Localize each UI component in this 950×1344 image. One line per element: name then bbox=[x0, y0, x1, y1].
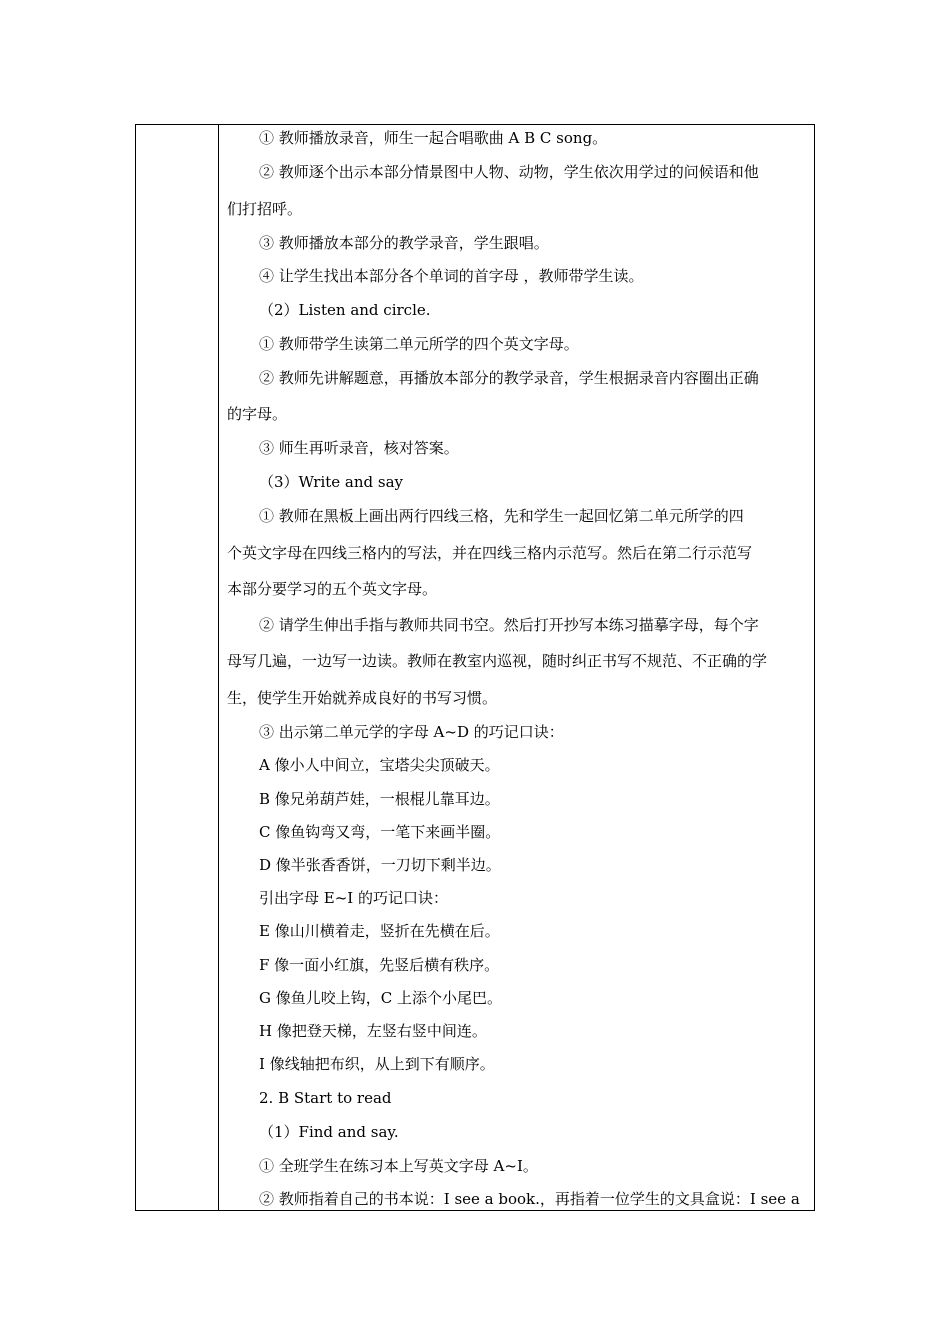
text-line: （2）Listen and circle. bbox=[259, 301, 431, 319]
text-line: ② 教师逐个出示本部分情景图中人物、动物，学生依次用学过的问候语和他 bbox=[259, 163, 759, 181]
text-line: 生，使学生开始就养成良好的书写习惯。 bbox=[227, 689, 498, 707]
text-line: C 像鱼钩弯又弯，一笔下来画半圈。 bbox=[259, 823, 501, 841]
text-line: ① 教师带学生读第二单元所学的四个英文字母。 bbox=[259, 335, 579, 353]
text-line: D 像半张香香饼，一刀切下剩半边。 bbox=[259, 856, 501, 874]
text-line: ② 请学生伸出手指与教师共同书空。然后打开抄写本练习描摹字母，每个字 bbox=[259, 616, 759, 634]
text-line: I 像线轴把布织，从上到下有顺序。 bbox=[259, 1055, 495, 1073]
text-line: ③ 教师播放本部分的教学录音，学生跟唱。 bbox=[259, 234, 549, 252]
text-line: G 像鱼儿咬上钩，C 上添个小尾巴。 bbox=[259, 989, 502, 1007]
text-line: ① 教师播放录音，师生一起合唱歌曲 A B C song。 bbox=[259, 129, 608, 147]
text-line: B 像兄弟葫芦娃，一根棍儿靠耳边。 bbox=[259, 790, 500, 808]
text-line: ① 全班学生在练习本上写英文字母 A~I。 bbox=[259, 1157, 538, 1175]
text-line: 们打招呼。 bbox=[227, 200, 303, 218]
text-line: A 像小人中间立，宝塔尖尖顶破天。 bbox=[259, 756, 500, 774]
text-line: 2. B Start to read bbox=[259, 1089, 392, 1107]
text-line: 本部分要学习的五个英文字母。 bbox=[227, 580, 438, 598]
column-divider bbox=[218, 125, 219, 1210]
text-line: ③ 出示第二单元学的字母 A~D 的巧记口诀： bbox=[259, 723, 564, 741]
text-line: ② 教师先讲解题意，再播放本部分的教学录音，学生根据录音内容圈出正确 bbox=[259, 369, 759, 387]
left-cell bbox=[136, 125, 218, 1210]
text-line: （1）Find and say. bbox=[259, 1123, 399, 1141]
text-line: 的字母。 bbox=[227, 405, 288, 423]
text-line: H 像把登天梯，左竖右竖中间连。 bbox=[259, 1022, 487, 1040]
text-line: F 像一面小红旗，先竖后横有秩序。 bbox=[259, 956, 500, 974]
text-line: 个英文字母在四线三格内的写法，并在四线三格内示范写。然后在第二行示范写 bbox=[227, 544, 753, 562]
text-line: 引出字母 E~I 的巧记口诀： bbox=[259, 889, 448, 907]
text-line: ① 教师在黑板上画出两行四线三格，先和学生一起回忆第二单元所学的四 bbox=[259, 507, 744, 525]
text-line: 母写几遍，一边写一边读。教师在教室内巡视，随时纠正书写不规范、不正确的学 bbox=[227, 652, 768, 670]
text-line: ② 教师指着自己的书本说：I see a book.，再指着一位学生的文具盒说：I see a bbox=[259, 1190, 800, 1208]
text-line: （3）Write and say bbox=[259, 473, 404, 491]
text-line: ④ 让学生找出本部分各个单词的首字母 ，教师带学生读。 bbox=[259, 267, 644, 285]
text-line: ③ 师生再听录音，核对答案。 bbox=[259, 439, 459, 457]
lesson-table bbox=[135, 124, 815, 1211]
text-line: E 像山川横着走，竖折在先横在后。 bbox=[259, 922, 500, 940]
